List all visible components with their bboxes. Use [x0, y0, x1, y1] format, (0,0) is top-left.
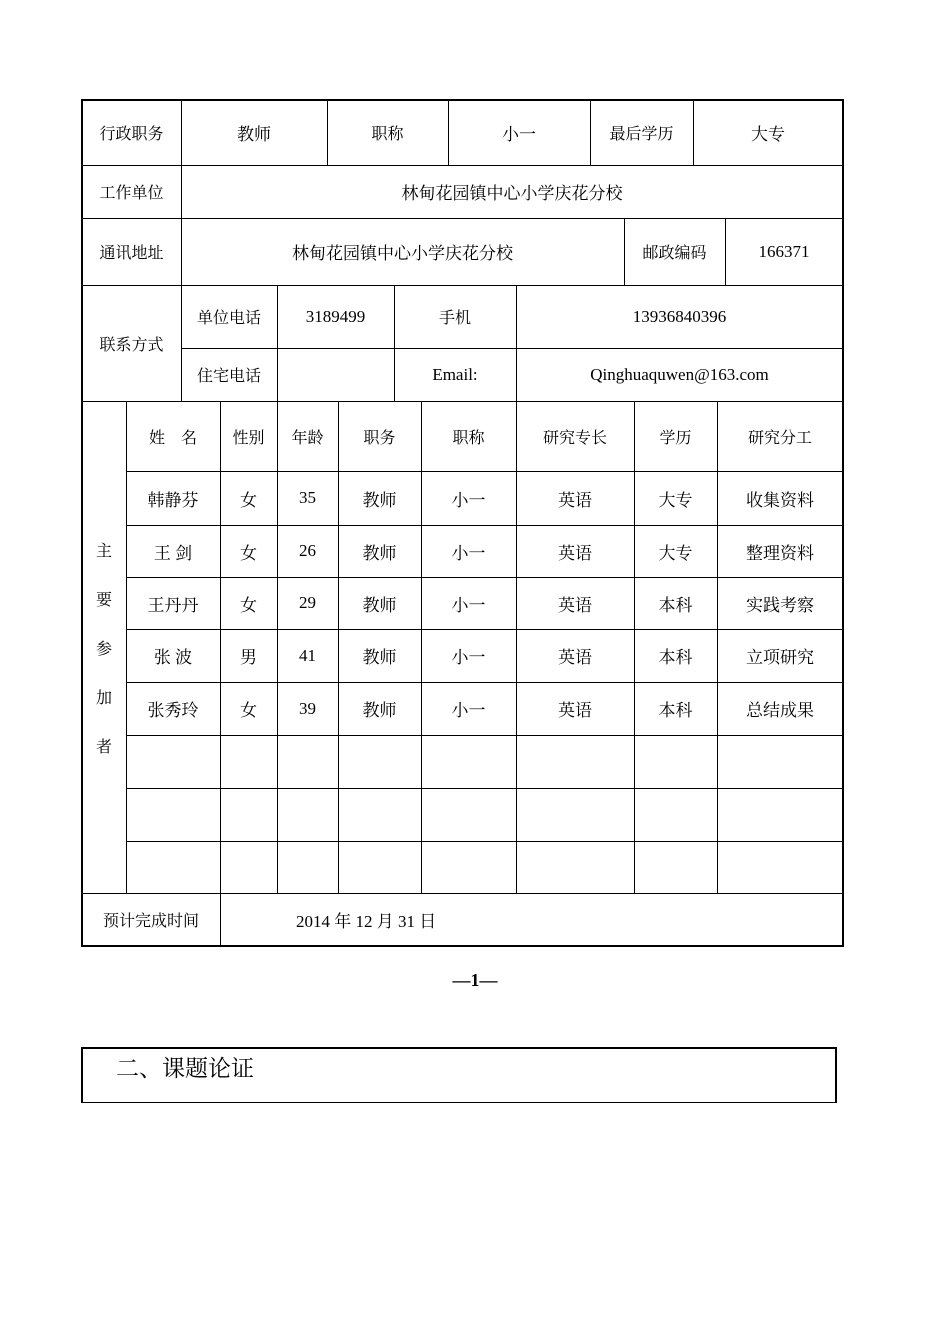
- participant-cell: 女: [240, 543, 257, 563]
- participant-cell: [421, 788, 516, 841]
- table-rule: [181, 218, 182, 285]
- participant-cell: 小一: [451, 543, 486, 563]
- participants-header: 学历: [659, 427, 692, 447]
- section-title: 二、课题论证: [116, 1056, 254, 1082]
- side-label-char: 加: [95, 687, 112, 707]
- table-rule: [394, 285, 395, 401]
- table-rule: [277, 401, 278, 893]
- participant-cell: 29: [299, 593, 316, 612]
- contact-label: 联系方式: [99, 334, 164, 354]
- participant-cell: [126, 735, 220, 788]
- table-rule: [448, 100, 449, 165]
- participant-cell: 女: [240, 701, 257, 720]
- participant-cell: 小一: [451, 648, 486, 667]
- table-rule: [126, 525, 843, 526]
- participant-cell: [338, 735, 421, 788]
- completion-value: 2014 年 12 月 31 日: [296, 912, 437, 931]
- participant-cell: 女: [240, 490, 257, 510]
- table-rule: [421, 401, 422, 893]
- postcode-value: 166371: [758, 241, 810, 261]
- table-rule: [126, 401, 127, 893]
- participant-cell: [126, 788, 220, 841]
- participant-cell: [338, 841, 421, 893]
- participants-side-label: [82, 401, 126, 893]
- participant-cell: 英语: [558, 543, 592, 563]
- participant-cell: [277, 788, 338, 841]
- email-label: Email:: [432, 364, 478, 384]
- participant-cell: [220, 788, 277, 841]
- participant-cell: [634, 788, 717, 841]
- participant-cell: 小一: [451, 595, 486, 615]
- home-phone-value: [277, 348, 394, 401]
- participant-cell: 英语: [558, 701, 592, 720]
- side-label-char: 参: [95, 638, 112, 658]
- participant-cell: [717, 788, 843, 841]
- side-label-char: 者: [95, 736, 112, 756]
- participant-cell: [126, 841, 220, 893]
- table-rule: [81, 100, 83, 946]
- table-rule: [126, 629, 843, 630]
- participant-cell: 小一: [451, 701, 486, 720]
- participant-cell: 英语: [558, 648, 592, 667]
- table-rule: [624, 218, 625, 285]
- participant-cell: [717, 841, 843, 893]
- participant-cell: 本科: [658, 595, 693, 615]
- office-phone-value: 3189499: [305, 306, 366, 326]
- table-rule: [126, 682, 843, 683]
- table-rule: [220, 401, 221, 893]
- participant-cell: [634, 735, 717, 788]
- side-label-char: 要: [95, 589, 112, 609]
- participant-cell: 39: [299, 698, 316, 718]
- work-unit-label: 工作单位: [99, 183, 164, 202]
- table-rule: [590, 100, 591, 165]
- address-value: 林甸花园镇中心小学庆花分校: [292, 244, 513, 263]
- participant-cell: 女: [240, 595, 257, 615]
- participant-cell: 韩静芬: [147, 490, 199, 510]
- table-rule: [181, 165, 182, 218]
- table-rule: [126, 471, 843, 472]
- participant-cell: 教师: [362, 543, 397, 563]
- participants-header: 性别: [232, 427, 265, 447]
- education-label: 最后学历: [609, 124, 674, 143]
- participant-cell: 教师: [362, 701, 397, 720]
- section-box: [81, 1047, 837, 1103]
- participant-cell: [516, 841, 634, 893]
- table-rule: [516, 401, 517, 893]
- page-number: —1—: [452, 970, 498, 990]
- table-rule: [82, 285, 843, 286]
- participant-cell: 收集资料: [746, 490, 814, 510]
- participant-cell: 实践考察: [746, 595, 814, 615]
- table-rule: [181, 348, 843, 349]
- table-rule: [82, 893, 843, 894]
- table-rule: [725, 218, 726, 285]
- table-rule: [81, 99, 844, 101]
- table-rule: [126, 577, 843, 578]
- mobile-value: 13936840396: [632, 306, 727, 326]
- email-value: Qinghuaquwen@163.com: [590, 364, 769, 384]
- participant-cell: [220, 735, 277, 788]
- participant-cell: 26: [299, 541, 316, 560]
- admin-post-value: 教师: [237, 125, 271, 144]
- participants-header: 年龄: [291, 427, 324, 447]
- table-rule: [842, 100, 844, 946]
- participant-cell: 教师: [362, 595, 397, 615]
- table-rule: [277, 285, 278, 401]
- mobile-label: 手机: [438, 308, 471, 327]
- participants-header: 姓 名: [148, 427, 197, 447]
- participant-cell: 英语: [558, 595, 592, 615]
- participant-cell: 35: [299, 488, 316, 507]
- participant-cell: 教师: [362, 648, 397, 667]
- title-value: 小一: [502, 125, 536, 144]
- participant-cell: 小一: [451, 490, 486, 510]
- participants-header: 职务: [363, 427, 396, 447]
- participant-cell: 本科: [658, 701, 693, 720]
- participant-cell: 教师: [362, 490, 397, 510]
- participant-cell: 王丹丹: [147, 595, 199, 615]
- education-value: 大专: [751, 125, 785, 144]
- participant-cell: [717, 735, 843, 788]
- table-rule: [220, 893, 221, 946]
- participant-cell: 大专: [658, 490, 693, 510]
- participants-header: 职称: [452, 427, 485, 447]
- title-label: 职称: [371, 124, 404, 143]
- table-rule: [693, 100, 694, 165]
- table-rule: [717, 401, 718, 893]
- table-rule: [126, 788, 843, 789]
- completion-label: 预计完成时间: [102, 911, 199, 930]
- table-rule: [181, 100, 182, 165]
- participant-cell: [277, 735, 338, 788]
- table-rule: [82, 401, 843, 402]
- participant-cell: [220, 841, 277, 893]
- table-rule: [327, 100, 328, 165]
- participant-cell: 大专: [658, 543, 693, 563]
- participants-header: 研究专长: [542, 427, 607, 447]
- participants-header: 研究分工: [747, 427, 812, 447]
- table-rule: [516, 285, 517, 401]
- participant-cell: [516, 735, 634, 788]
- participant-cell: [338, 788, 421, 841]
- participant-cell: [421, 841, 516, 893]
- address-label: 通讯地址: [99, 243, 164, 262]
- participant-cell: 立项研究: [746, 648, 814, 667]
- participant-cell: 张 波: [153, 648, 193, 667]
- home-phone-label: 住宅电话: [196, 366, 261, 385]
- side-label-char: 主: [95, 540, 112, 560]
- table-rule: [126, 841, 843, 842]
- participant-cell: 王 剑: [153, 543, 193, 563]
- participant-cell: [421, 735, 516, 788]
- table-rule: [126, 735, 843, 736]
- work-unit-value: 林甸花园镇中心小学庆花分校: [401, 184, 623, 203]
- participant-cell: 整理资料: [746, 543, 814, 563]
- participant-cell: 男: [240, 648, 257, 667]
- table-rule: [634, 401, 635, 893]
- participant-cell: 41: [299, 645, 316, 665]
- participant-cell: [634, 841, 717, 893]
- admin-post-label: 行政职务: [99, 124, 164, 143]
- table-rule: [181, 285, 182, 401]
- participant-cell: [516, 788, 634, 841]
- table-rule: [338, 401, 339, 893]
- participant-cell: 总结成果: [746, 701, 814, 720]
- participant-cell: 张秀玲: [147, 701, 199, 720]
- participant-cell: [277, 841, 338, 893]
- participant-cell: 本科: [658, 648, 693, 667]
- table-rule: [82, 165, 843, 166]
- participant-cell: 英语: [558, 490, 592, 510]
- postcode-label: 邮政编码: [642, 243, 707, 262]
- office-phone-label: 单位电话: [196, 308, 261, 327]
- table-rule: [81, 945, 844, 948]
- table-rule: [82, 218, 843, 219]
